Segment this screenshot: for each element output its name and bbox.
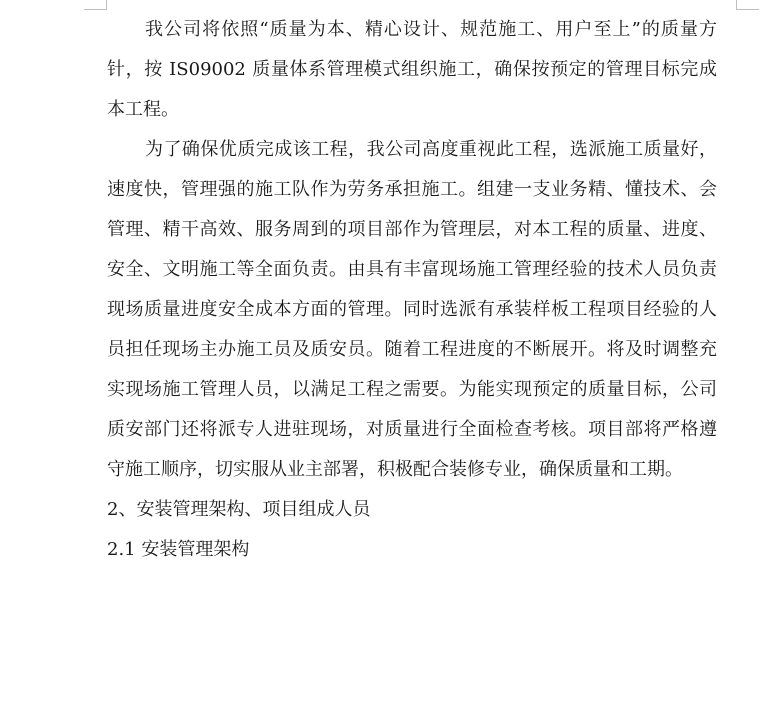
document-body bbox=[107, 10, 717, 570]
section-heading-2-1: 2.1 安装管理架构 bbox=[107, 539, 250, 560]
margin-corner-mark-left bbox=[84, 0, 107, 10]
paragraph-quality-policy: 我公司将依照“质量为本、精心设计、规范施工、用户至上”的质量方针，按 IS09002 质量体系管理模式组织施工，确保按预定的管理目标完成本工程。 bbox=[107, 19, 717, 120]
section-heading-2: 2、安装管理架构、项目组成人员 bbox=[107, 499, 371, 520]
margin-corner-mark-right bbox=[736, 0, 759, 10]
paragraph-quality-assurance: 为了确保优质完成该工程，我公司高度重视此工程，选派施工质量好，速度快，管理强的施工队作为劳务承担施工。组建一支业务精、懂技术、会管理、精干高效、服务周到的项目部作为管理层，对本工程的质量、进度、安全、文明施工等全面负责。由具有丰富现场施工管理经验的技术人员负责现场质量进度安全成本方面的管理。同时选派有承装样板工程项目经验的人员担任现场主办施工员及质安员。随着工程进度的不断展开。将及时调整充实现场施工管理人员，以满足工程之需要。为能实现预定的质量目标，公司质安部门还将派专人进驻现场，对质量进行全面检查考核。项目部将严格遵守施工顺序，切实服从业主部署，积极配合装修专业，确保质量和工期。 bbox=[107, 139, 717, 480]
